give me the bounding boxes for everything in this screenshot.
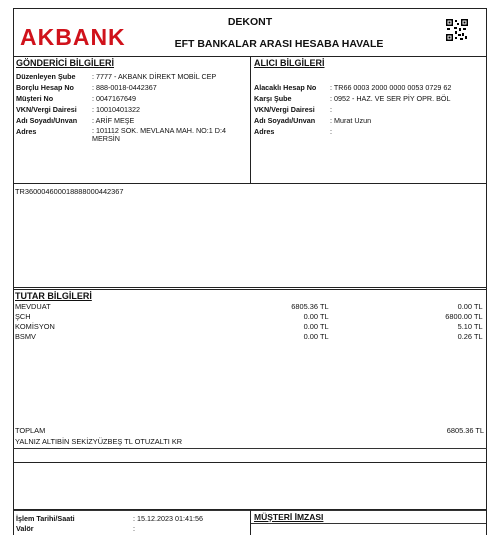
description-text: TR360004600018888000442367 [15, 187, 124, 196]
receiver-label-name: Adı Soyadı/Unvan [254, 116, 316, 125]
amount-row-value: 0.00 [303, 332, 318, 341]
amount-row-value-2: 0.26 [457, 332, 472, 341]
footer-left-border [13, 510, 14, 535]
receiver-value-name: : Murat Uzun [330, 116, 372, 125]
transaction-date-label: İşlem Tarihi/Saati [16, 514, 75, 523]
amount-row-label: BSMV [15, 332, 36, 341]
amount-row-currency: TL [320, 322, 329, 331]
receiver-label-address: Adres [254, 127, 275, 136]
valor-value: : [133, 524, 135, 533]
sender-section-title: GÖNDERİCİ BİLGİLERİ [16, 58, 115, 68]
amounts-top-rule [13, 289, 487, 290]
document-subtitle: EFT BANKALAR ARASI HESABA HAVALE [174, 38, 384, 50]
sender-value-tax: : 10010401322 [92, 105, 140, 114]
sender-label-tax: VKN/Vergi Dairesi [16, 105, 77, 114]
sender-label-branch: Düzenleyen Şube [16, 72, 76, 81]
notes-box [13, 463, 487, 510]
transaction-date-value: : 15.12.2023 01:41:56 [133, 514, 203, 523]
amount-row-currency: TL [320, 312, 329, 321]
amount-row-value-2: 5.10 [457, 322, 472, 331]
sender-label-address: Adres [16, 127, 37, 136]
amount-row-currency-2: TL [474, 322, 483, 331]
sender-label-account: Borçlu Hesap No [16, 83, 74, 92]
amount-row-value: 6805.36 [291, 302, 318, 311]
total-label: TOPLAM [15, 426, 46, 435]
bank-logo: AKBANK [20, 24, 126, 50]
receiver-value-branch: : 0952 - HAZ. VE SER PİY OPR. BÖL [330, 94, 451, 103]
amount-row-label: MEVDUAT [15, 302, 51, 311]
sender-value-address: : 101112 SOK. MEVLANA MAH. NO:1 D:4 MERSİN [92, 126, 226, 143]
document-title: DEKONT [227, 16, 273, 28]
amount-row-label: ŞCH [15, 312, 31, 321]
amount-row-value: 0.00 [303, 322, 318, 331]
customer-signature-title: MÜŞTERİ İMZASI [254, 512, 324, 522]
receiver-section-title: ALICI BİLGİLERİ [254, 58, 325, 68]
receiver-label-branch: Karşı Şube [254, 94, 292, 103]
header-frame [13, 8, 487, 56]
amount-row-value-2: 6800.00 [445, 312, 472, 321]
amount-in-words-rule [13, 448, 487, 449]
sender-label-name: Adı Soyadı/Unvan [16, 116, 78, 125]
amount-row-currency: TL [320, 332, 329, 341]
amount-row-currency-2: TL [474, 302, 483, 311]
receiver-label-tax: VKN/Vergi Dairesi [254, 105, 315, 114]
amount-row-value-2: 0.00 [457, 302, 472, 311]
total-value: 6805.36 TL [446, 426, 484, 435]
amounts-section-title: TUTAR BİLGİLERİ [15, 291, 92, 301]
party-divider [250, 56, 251, 184]
amount-row-value: 0.00 [303, 312, 318, 321]
description-box [13, 184, 487, 288]
sender-value-customer-no: : 0047167649 [92, 94, 136, 103]
amount-row-currency-2: TL [474, 312, 483, 321]
amount-row-label: KOMİSYON [15, 322, 55, 331]
sender-value-name: : ARİF MEŞE [92, 116, 135, 125]
sender-value-account: : 888-0018-0442367 [92, 83, 157, 92]
valor-label: Valör [16, 524, 34, 533]
amount-in-words: YALNIZ ALTIBİN SEKİZYÜZBEŞ TL OTUZALTI KR [15, 437, 183, 446]
sender-label-customer-no: Müşteri No [16, 94, 54, 103]
receiver-value-account: : TR66 0003 2000 0000 0053 0729 62 [330, 83, 452, 92]
amount-row-currency: TL [320, 302, 329, 311]
signature-underline [251, 523, 487, 524]
amount-row-currency-2: TL [474, 332, 483, 341]
receiver-value-address: : [330, 127, 332, 136]
receiver-value-tax: : [330, 105, 332, 114]
receiver-label-account: Alacaklı Hesap No [254, 83, 317, 92]
footer-right-border [486, 510, 487, 535]
sender-value-branch: : 7777 - AKBANK DİREKT MOBİL CEP [92, 72, 217, 81]
